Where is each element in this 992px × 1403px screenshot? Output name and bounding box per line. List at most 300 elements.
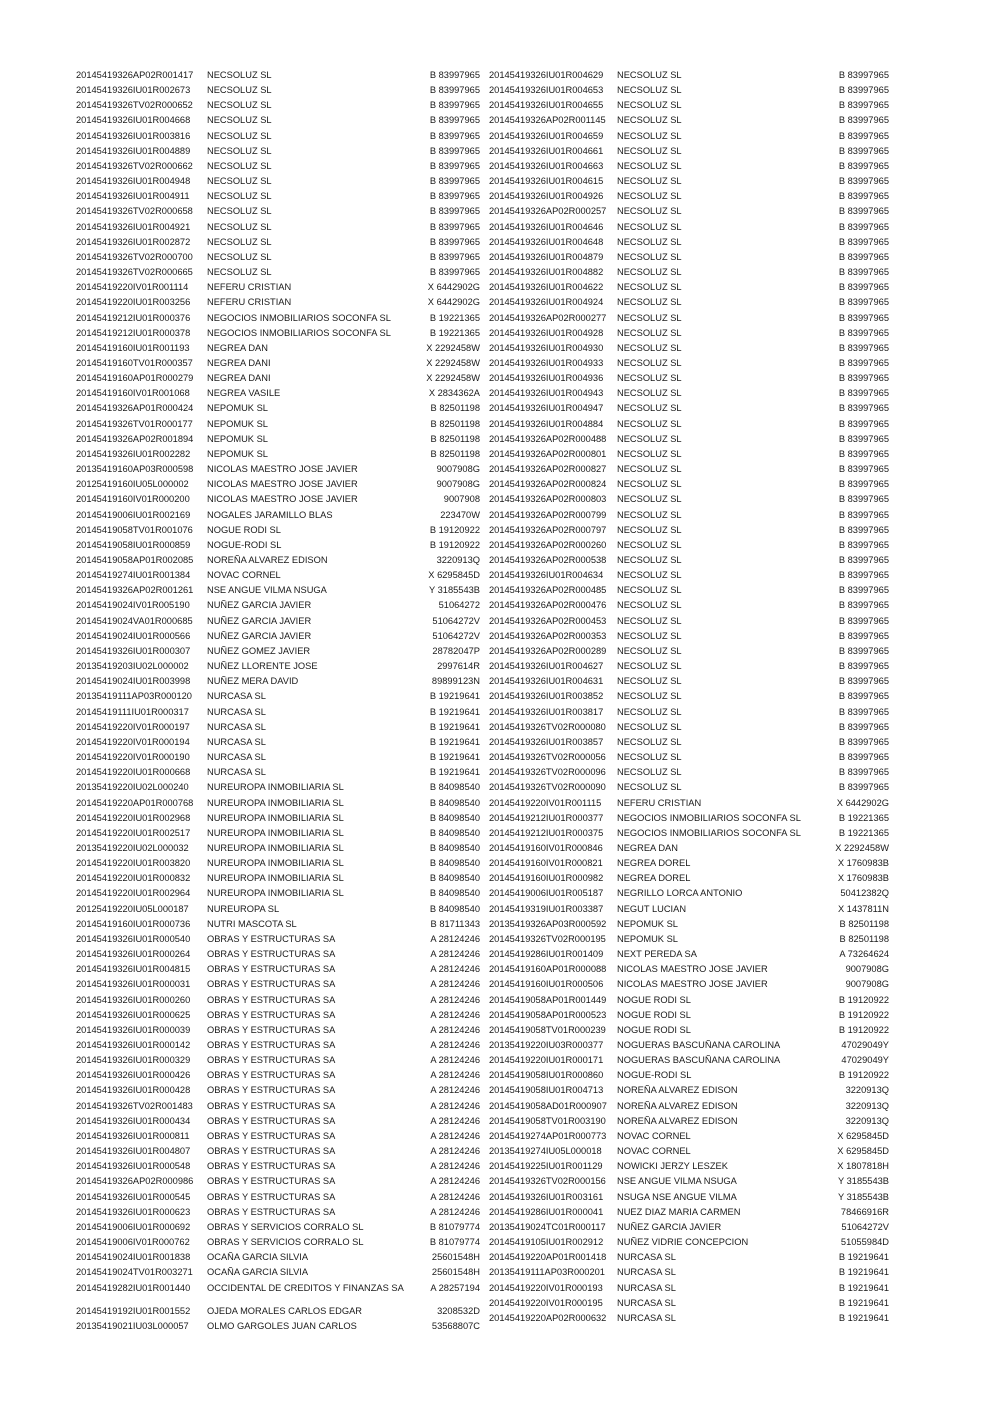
tax-id: X 6442902G [427, 282, 480, 293]
table-row [76, 707, 480, 722]
record-code: 20145419326IU01R000426 [76, 1070, 191, 1081]
tax-id: B 83997965 [838, 70, 889, 80]
record-code: 20145419024IU01R001838 [76, 1252, 191, 1263]
table-row [489, 1176, 889, 1191]
taxpayer-name: NEPOMUK SL [207, 418, 268, 429]
record-code: 20145419326IU01R004646 [489, 221, 604, 232]
taxpayer-name: NECSOLUZ SL [617, 433, 682, 444]
tax-id: 9007908G [436, 464, 480, 475]
record-code: 20145419220IV01R000197 [76, 721, 190, 732]
taxpayer-name: NUREUROPA SL [207, 903, 280, 914]
tax-id: B 83997965 [838, 524, 889, 535]
table-row [76, 328, 480, 343]
tax-id: X 1437811N [837, 903, 889, 914]
record-code: 20145419160IV01R000200 [76, 494, 190, 505]
table-row [489, 252, 889, 267]
tax-id: X 6295845D [837, 1130, 889, 1141]
tax-id: B 83997965 [838, 115, 889, 126]
table-row [76, 722, 480, 737]
record-code: 20145419111IU01R000317 [76, 706, 189, 717]
table-row [76, 434, 480, 449]
record-code: 20145419326IU01R004622 [489, 282, 604, 293]
table-row [76, 1192, 480, 1207]
table-row [489, 782, 889, 797]
record-code: 20145419220IU01R000171 [489, 1055, 604, 1066]
tax-id: B 84098540 [429, 812, 480, 823]
taxpayer-name: NEPOMUK SL [617, 918, 678, 929]
tax-id: B 19120922 [838, 1070, 889, 1081]
taxpayer-name: NURCASA SL [207, 706, 266, 717]
record-code: 20145419220IU01R002964 [76, 888, 191, 899]
table-row [76, 267, 480, 282]
tax-id: B 19219641 [429, 736, 480, 747]
record-code: 20145419326TV02R000662 [76, 160, 193, 171]
table-row [489, 661, 889, 676]
tax-id: A 28124246 [430, 933, 480, 944]
table-row [76, 1237, 480, 1252]
tax-id: B 83997965 [838, 630, 889, 641]
taxpayer-name: OBRAS Y ESTRUCTURAS SA [207, 1115, 336, 1126]
table-row [489, 1313, 889, 1328]
taxpayer-name: NOVAC CORNEL [617, 1130, 691, 1141]
tax-id: B 19219641 [429, 721, 480, 732]
table-row [489, 85, 889, 100]
table-row [76, 828, 480, 843]
tax-id: B 83997965 [838, 464, 889, 475]
tax-id: B 82501198 [430, 448, 480, 459]
record-code: 20145419192IU01R001552 [76, 1305, 191, 1316]
record-code: 20145419058IU01R004713 [489, 1085, 604, 1096]
table-row [489, 131, 889, 146]
table-row [489, 267, 889, 282]
record-code: 20145419326AP02R000289 [489, 645, 607, 656]
tax-id: B 19219641 [429, 752, 480, 763]
tax-id: A 28124246 [430, 979, 480, 990]
table-row [489, 646, 889, 661]
table-row [76, 222, 480, 237]
taxpayer-name: NOREÑA ALVAREZ EDISON [617, 1100, 738, 1111]
taxpayer-name: OCAÑA GARCIA SILVIA [207, 1252, 309, 1263]
record-code: 20145419286IU01R000041 [489, 1206, 604, 1217]
tax-id: B 19120922 [838, 1024, 889, 1035]
taxpayer-name: NEFERU CRISTIAN [207, 297, 292, 308]
record-code: 20135419111AP03R000201 [489, 1267, 605, 1278]
tax-id: B 83997965 [838, 297, 889, 308]
table-row [76, 843, 480, 858]
record-code: 20145419024IU01R003998 [76, 676, 191, 687]
tax-id: 51064272V [432, 615, 480, 626]
taxpayer-name: NUREUROPA INMOBILIARIA SL [207, 888, 344, 899]
table-row [76, 646, 480, 661]
table-row [489, 1298, 889, 1313]
tax-id: A 28124246 [430, 1130, 480, 1141]
taxpayer-name: OBRAS Y ESTRUCTURAS SA [207, 949, 336, 960]
taxpayer-name: NUREUROPA INMOBILIARIA SL [207, 827, 344, 838]
taxpayer-name: NEGREA DOREL [617, 858, 691, 869]
taxpayer-name: NECSOLUZ SL [617, 145, 682, 156]
tax-id: B 83997965 [838, 373, 889, 384]
tax-id: X 2292458W [426, 357, 480, 368]
record-code: 20145419326TV02R000080 [489, 721, 606, 732]
table-row [76, 510, 480, 525]
tax-id: 9007908 [443, 494, 480, 505]
taxpayer-name: NECSOLUZ SL [617, 418, 682, 429]
record-code: 20145419058AP01R000523 [489, 1009, 607, 1020]
tax-id: B 84098540 [429, 782, 480, 793]
table-row [489, 979, 889, 994]
tax-id: X 1807818H [837, 1161, 889, 1172]
record-code: 20145419160IV01R001068 [76, 388, 190, 399]
table-row [76, 600, 480, 615]
record-code: 20145419326IU01R000625 [76, 1009, 191, 1020]
record-code: 20145419220IU01R000668 [76, 767, 191, 778]
table-row [76, 100, 480, 115]
taxpayer-name: NUÑEZ LLORENTE JOSE [207, 661, 318, 672]
taxpayer-name: OBRAS Y ESTRUCTURAS SA [207, 1055, 336, 1066]
tax-id: Y 3185543B [837, 1176, 889, 1187]
table-row [76, 540, 480, 555]
tax-id: B 83997965 [838, 100, 889, 111]
record-code: 20145419006IU01R002169 [76, 509, 191, 520]
taxpayer-name: OBRAS Y ESTRUCTURAS SA [207, 979, 336, 990]
table-row [76, 525, 480, 540]
record-code: 20145419326IU01R003852 [489, 691, 604, 702]
table-row [489, 767, 889, 782]
table-row [76, 919, 480, 934]
taxpayer-name: NEFERU CRISTIAN [617, 797, 702, 808]
table-row [489, 1207, 889, 1222]
tax-id: B 84098540 [429, 827, 480, 838]
taxpayer-name: NUÑEZ MERA DAVID [207, 676, 299, 687]
tax-id: X 6442902G [427, 297, 480, 308]
taxpayer-name: NOGUE-RODI SL [207, 539, 282, 550]
taxpayer-name: NICOLAS MAESTRO JOSE JAVIER [207, 494, 358, 505]
table-row [489, 722, 889, 737]
taxpayer-name: NICOLAS MAESTRO JOSE JAVIER [207, 464, 358, 475]
record-code: 20145419326IU01R002872 [76, 236, 191, 247]
record-code: 20145419326AP02R000260 [489, 539, 607, 550]
tax-id: B 83997965 [838, 130, 889, 141]
tax-id: B 83997965 [838, 676, 889, 687]
table-row [76, 388, 480, 403]
tax-id: B 83997965 [838, 494, 889, 505]
table-row [489, 313, 889, 328]
record-code: 20145419220IU01R003820 [76, 858, 191, 869]
taxpayer-name: NEFERU CRISTIAN [207, 282, 292, 293]
tax-id: B 19120922 [429, 524, 480, 535]
taxpayer-name: NICOLAS MAESTRO JOSE JAVIER [207, 479, 358, 490]
table-row [489, 282, 889, 297]
taxpayer-name: NEGOCIOS INMOBILIARIOS SOCONFA SL [207, 312, 391, 323]
record-code: 20145419212IU01R000376 [76, 312, 191, 323]
tax-id: B 83997965 [838, 236, 889, 247]
table-row [76, 979, 480, 994]
tax-id: A 28124246 [430, 1070, 480, 1081]
taxpayer-name: NUREUROPA INMOBILIARIA SL [207, 873, 344, 884]
table-row [489, 343, 889, 358]
record-code: 20145419326IU01R003161 [489, 1191, 604, 1202]
tax-id: B 82501198 [430, 418, 480, 429]
tax-id: X 6442902G [836, 797, 889, 808]
tax-id: B 83997965 [429, 221, 480, 232]
table-row [489, 237, 889, 252]
taxpayer-name: NECSOLUZ SL [207, 115, 272, 126]
taxpayer-name: NECSOLUZ SL [617, 630, 682, 641]
table-row [489, 555, 889, 570]
table-row [489, 358, 889, 373]
taxpayer-name: NECSOLUZ SL [617, 100, 682, 111]
taxpayer-name: NECSOLUZ SL [207, 160, 272, 171]
taxpayer-name: OCCIDENTAL DE CREDITOS Y FINANZAS SA [207, 1282, 404, 1293]
table-row [76, 161, 480, 176]
tax-id: 9007908G [436, 479, 480, 490]
record-code: 20135419160AP03R000598 [76, 464, 194, 475]
table-row [489, 1070, 889, 1085]
record-code: 20145419326AP02R000801 [489, 448, 607, 459]
tax-id: B 84098540 [429, 873, 480, 884]
table-row [76, 1010, 480, 1025]
taxpayer-name: NECSOLUZ SL [617, 782, 682, 793]
table-row [489, 1192, 889, 1207]
record-code: 20145419326IU01R000031 [76, 979, 191, 990]
taxpayer-name: NECSOLUZ SL [617, 221, 682, 232]
taxpayer-name: NECSOLUZ SL [617, 721, 682, 732]
taxpayer-name: OLMO GARGOLES JUAN CARLOS [207, 1320, 357, 1331]
table-row [489, 949, 889, 964]
tax-id: 2997614R [437, 661, 480, 672]
record-code: 20145419326TV02R000156 [489, 1176, 606, 1187]
table-row [76, 1161, 480, 1176]
record-code: 20145419024IV01R005190 [76, 600, 190, 611]
tax-id: B 19221365 [429, 312, 480, 323]
tax-id: B 82501198 [839, 933, 889, 944]
taxpayer-name: NECSOLUZ SL [617, 676, 682, 687]
record-code: 20145419326IU01R004882 [489, 267, 604, 278]
table-row [489, 585, 889, 600]
tax-id: 50412382Q [840, 888, 889, 899]
table-row [489, 222, 889, 237]
table-row [76, 616, 480, 631]
table-row [76, 949, 480, 964]
record-code: 20145419326TV02R000090 [489, 782, 606, 793]
table-row [76, 252, 480, 267]
table-row [489, 691, 889, 706]
tax-id: B 19219641 [838, 1312, 889, 1323]
tax-id: A 28124246 [430, 994, 480, 1005]
taxpayer-name: NUREUROPA INMOBILIARIA SL [207, 842, 344, 853]
taxpayer-name: NECSOLUZ SL [617, 206, 682, 217]
record-code: 20145419326IU01R004879 [489, 251, 604, 262]
table-row [489, 600, 889, 615]
record-code: 20145419326IU01R004948 [76, 176, 191, 187]
record-code: 20135419111AP03R000120 [76, 691, 192, 702]
record-code: 20145419160IU01R001193 [76, 342, 190, 353]
table-row [489, 176, 889, 191]
taxpayer-name: NEGREA DAN [617, 842, 678, 853]
tax-id: 47029049Y [841, 1055, 889, 1066]
taxpayer-name: NEPOMUK SL [617, 933, 678, 944]
tax-id: 51064272V [841, 1221, 889, 1232]
taxpayer-name: NEXT PEREDA SA [617, 949, 697, 960]
taxpayer-name: NECSOLUZ SL [207, 176, 272, 187]
tax-id: A 28124246 [430, 1040, 480, 1050]
record-code: 20145419326TV01R000177 [76, 418, 193, 429]
tax-id: B 83997965 [838, 615, 889, 626]
tax-id: 9007908G [845, 979, 889, 990]
table-row [76, 1070, 480, 1085]
tax-id: 89899123N [431, 676, 480, 687]
record-code: 20145419326AP02R001261 [76, 585, 194, 596]
taxpayer-name: NECSOLUZ SL [617, 752, 682, 763]
table-row [489, 464, 889, 479]
record-code: 20145419220IU01R003256 [76, 297, 191, 308]
tax-id: A 28124246 [430, 1161, 480, 1172]
record-code: 20145419326IU01R000264 [76, 949, 191, 960]
tax-id: B 83997965 [838, 433, 889, 444]
record-code: 20145419326IU01R000540 [76, 933, 191, 944]
taxpayer-name: NOGUE RODI SL [617, 1009, 691, 1020]
tax-id: A 28124246 [430, 1115, 480, 1126]
table-row [76, 858, 480, 873]
tax-id: B 83997965 [429, 115, 480, 126]
tax-id: B 83997965 [838, 767, 889, 778]
record-code: 20145419326IU01R004889 [76, 145, 191, 156]
tax-id: X 2292458W [426, 373, 480, 384]
tax-id: B 83997965 [838, 403, 889, 414]
tax-id: B 83997965 [838, 221, 889, 232]
taxpayer-name: NECSOLUZ SL [207, 236, 272, 247]
table-row [76, 1040, 480, 1055]
tax-id: 223470W [440, 509, 480, 520]
taxpayer-name: NOGUE RODI SL [617, 994, 691, 1005]
table-row [489, 813, 889, 828]
table-row [76, 1025, 480, 1040]
record-code: 20145419326IU01R004884 [489, 418, 604, 429]
tax-id: X 6295845D [837, 1146, 889, 1157]
taxpayer-name: OBRAS Y ESTRUCTURAS SA [207, 1009, 336, 1020]
tax-id: B 83997965 [838, 721, 889, 732]
taxpayer-name: NECSOLUZ SL [617, 615, 682, 626]
record-code: 20145419326IU01R004663 [489, 160, 604, 171]
tax-id: B 81079774 [429, 1237, 480, 1248]
record-code: 20145419160AP01R000088 [489, 964, 607, 975]
table-row [76, 464, 480, 479]
tax-id: 3208532D [437, 1305, 480, 1316]
tax-id: X 1760983B [837, 873, 889, 884]
taxpayer-name: OBRAS Y SERVICIOS CORRALO SL [207, 1221, 364, 1232]
record-code: 20145419006IU01R005187 [489, 888, 604, 899]
taxpayer-name: NECSOLUZ SL [207, 85, 272, 96]
tax-id: B 83997965 [838, 448, 889, 459]
record-code: 20145419326AP02R000799 [489, 509, 607, 520]
taxpayer-name: NECSOLUZ SL [617, 388, 682, 399]
taxpayer-name: NECSOLUZ SL [207, 130, 272, 141]
record-code: 20145419326IU01R004926 [489, 191, 604, 202]
tax-id: B 83997965 [838, 357, 889, 368]
tax-id: 3220913Q [845, 1085, 889, 1096]
tax-id: 51055984D [840, 1237, 889, 1248]
tax-id: A 28124246 [430, 1191, 480, 1202]
table-row [76, 1306, 480, 1321]
tax-id: B 81711343 [430, 918, 480, 929]
record-code: 20145419212IU01R000375 [489, 827, 604, 838]
taxpayer-name: NURCASA SL [207, 736, 266, 747]
table-row [76, 85, 480, 100]
table-row [76, 191, 480, 206]
record-code: 20145419058AD01R000907 [489, 1100, 607, 1111]
tax-id: B 83997965 [838, 782, 889, 793]
taxpayer-name: NECSOLUZ SL [207, 100, 272, 111]
tax-id: B 19120922 [838, 1009, 889, 1020]
record-code: 20145419326IU01R003857 [489, 736, 604, 747]
table-row [489, 403, 889, 418]
taxpayer-name: NEGREA VASILE [207, 388, 281, 399]
record-code: 20135419274IU05L000018 [489, 1146, 602, 1157]
record-code: 20145419058TV01R000239 [489, 1024, 606, 1035]
record-code: 20145419220IU01R002968 [76, 812, 191, 823]
taxpayer-name: OBRAS Y ESTRUCTURAS SA [207, 964, 336, 975]
taxpayer-name: NEGUT LUCIAN [617, 903, 687, 914]
table-row [76, 570, 480, 585]
taxpayer-name: NECSOLUZ SL [617, 600, 682, 611]
tax-id: 9007908G [845, 964, 889, 975]
tax-id: A 28124246 [430, 1009, 480, 1020]
taxpayer-name: NOGALES JARAMILLO BLAS [207, 509, 333, 520]
tax-id: B 83997965 [429, 70, 480, 80]
record-code: 20145419326IU01R004668 [76, 115, 191, 126]
taxpayer-name: OBRAS Y ESTRUCTURAS SA [207, 1191, 336, 1202]
taxpayer-name: NEGREA DOREL [617, 873, 691, 884]
record-code: 20145419326IU01R004928 [489, 327, 604, 338]
taxpayer-name: NECSOLUZ SL [617, 570, 682, 581]
table-row [76, 873, 480, 888]
table-row [489, 676, 889, 691]
taxpayer-name: NURCASA SL [617, 1297, 676, 1308]
tax-id: B 83997965 [838, 312, 889, 323]
tax-id: A 73264624 [839, 949, 889, 960]
tax-id: B 19219641 [429, 767, 480, 778]
record-code: 20145419220IV01R001114 [76, 282, 189, 293]
table-row [489, 206, 889, 221]
taxpayer-name: NEGOCIOS INMOBILIARIOS SOCONFA SL [617, 812, 801, 823]
table-row [489, 510, 889, 525]
tax-id: B 83997965 [838, 555, 889, 565]
table-row [76, 479, 480, 494]
taxpayer-name: OBRAS Y ESTRUCTURAS SA [207, 1100, 336, 1111]
tax-id: B 19120922 [838, 994, 889, 1005]
tax-id: B 83997965 [429, 251, 480, 262]
table-row [76, 313, 480, 328]
record-code: 20145419326IU01R004930 [489, 342, 604, 353]
record-code: 20145419326IU01R000428 [76, 1085, 191, 1096]
record-code: 20145419326AP02R000488 [489, 433, 607, 444]
record-code: 20145419326IU01R004634 [489, 570, 604, 581]
tax-id: B 19219641 [838, 1282, 889, 1293]
table-row [76, 691, 480, 706]
taxpayer-name: NECSOLUZ SL [617, 524, 682, 535]
tax-id: B 83997965 [838, 736, 889, 747]
taxpayer-name: NECSOLUZ SL [617, 297, 682, 308]
record-code: 20145419326AP02R000797 [489, 524, 607, 535]
record-code: 20135419024TC01R000117 [489, 1221, 606, 1232]
table-row [489, 1085, 889, 1100]
taxpayer-name: OBRAS Y ESTRUCTURAS SA [207, 1206, 336, 1217]
table-row [76, 131, 480, 146]
table-row [76, 995, 480, 1010]
taxpayer-name: NEPOMUK SL [207, 403, 268, 414]
tax-id: B 19219641 [838, 1297, 889, 1308]
table-row [76, 798, 480, 813]
